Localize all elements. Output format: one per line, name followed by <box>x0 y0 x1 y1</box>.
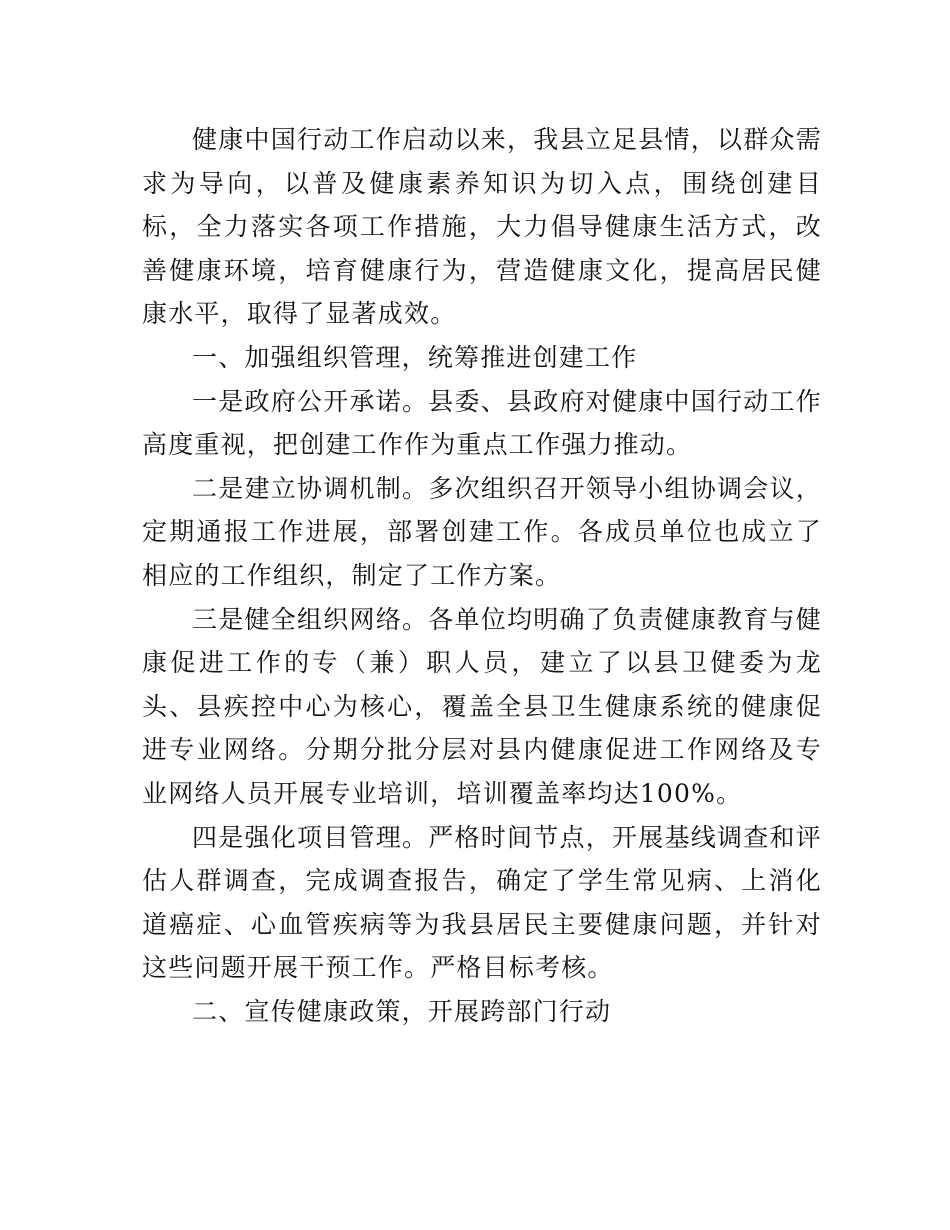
paragraph-government-commitment: 一是政府公开承诺。县委、县政府对健康中国行动工作高度重视，把创建工作作为重点工作强力推动。 <box>142 386 822 460</box>
paragraph-project-management: 四是强化项目管理。严格时间节点，开展基线调查和评估人群调查，完成调查报告，确定了学生常见病、上消化道癌症、心血管疾病等为我县居民主要健康问题，并针对这些问题开展干预工作。严格目标考核。 <box>142 822 822 983</box>
paragraph-coordination-mechanism: 二是建立协调机制。多次组织召开领导小组协调会议，定期通报工作进展，部署创建工作。各成员单位也成立了相应的工作组织，制定了工作方案。 <box>142 473 822 590</box>
document-body <box>142 118 822 1033</box>
paragraph-organization-network: 三是健全组织网络。各单位均明确了负责健康教育与健康促进工作的专（兼）职人员，建立了以县卫健委为龙头、县疾控中心为核心，覆盖全县卫生健康系统的健康促进专业网络。分期分批分层对县内健康促进工作网络及专业网络人员开展专业培训，培训覆盖率均达100%。 <box>142 604 822 808</box>
section-heading-2: 二、宣传健康政策，开展跨部门行动 <box>192 996 612 1026</box>
section-heading-1: 一、加强组织管理，统筹推进创建工作 <box>192 342 638 372</box>
intro-paragraph: 健康中国行动工作启动以来，我县立足县情，以群众需求为导向，以普及健康素养知识为切入点，围绕创建目标，全力落实各项工作措施，大力倡导健康生活方式，改善健康环境，培育健康行为，营造健康文化，提高居民健康水平，取得了显著成效。 <box>142 125 822 329</box>
